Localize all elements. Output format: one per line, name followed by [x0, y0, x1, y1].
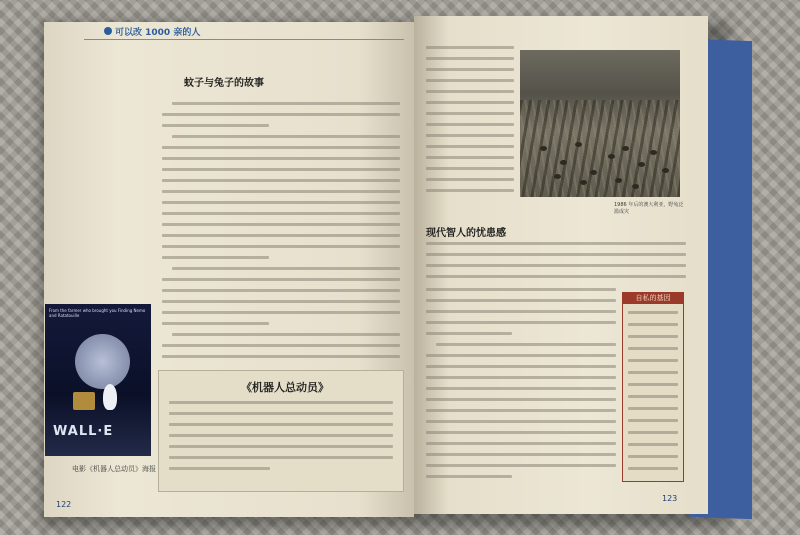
text-line: [162, 179, 400, 182]
text-line: [426, 275, 686, 278]
text-line: [172, 102, 400, 105]
text-line: [162, 278, 400, 281]
text-line: [426, 387, 616, 390]
text-line: [426, 123, 514, 126]
left-header: [104, 25, 200, 38]
text-line: [426, 253, 686, 256]
text-line: [426, 90, 514, 93]
robot-movie-box: [158, 370, 404, 492]
box-title: 《机器人总动员》: [241, 381, 329, 394]
text-line: [628, 443, 678, 446]
text-line: [628, 347, 678, 350]
text-line: [426, 398, 616, 401]
text-line: [169, 412, 393, 415]
text-line: [162, 168, 400, 171]
wall-e-poster: [45, 304, 151, 456]
moon-icon: [75, 334, 130, 389]
text-line: [628, 335, 678, 338]
text-line: [426, 431, 616, 434]
text-line: [426, 475, 512, 478]
text-line: [426, 365, 616, 368]
right-page-number: 123: [662, 494, 678, 503]
text-line: [426, 354, 616, 357]
left-section-title: 蚊子与兔子的故事: [184, 78, 264, 89]
text-line: [169, 456, 393, 459]
header-logo-icon: [104, 27, 112, 35]
text-line: [162, 124, 269, 127]
header-rule: [84, 39, 404, 40]
text-line: [628, 359, 678, 362]
text-line: [426, 264, 686, 267]
right-page: [414, 16, 708, 514]
text-line: [426, 178, 514, 181]
poster-caption: 电影《机器人总动员》海报: [72, 465, 156, 473]
text-line: [628, 371, 678, 374]
text-line: [162, 289, 400, 292]
rabbit-icon: [575, 142, 582, 147]
text-line: [628, 407, 678, 410]
text-line: [169, 445, 393, 448]
rabbit-icon: [662, 168, 669, 173]
right-section-title: 现代智人的忧患感: [426, 228, 506, 239]
text-line: [426, 409, 616, 412]
rabbit-icon: [615, 178, 622, 183]
text-line: [628, 323, 678, 326]
text-line: [426, 332, 512, 335]
text-line: [162, 355, 400, 358]
side-box-title: 自私的基因: [623, 293, 683, 304]
text-line: [426, 68, 514, 71]
text-line: [172, 267, 400, 270]
photo-caption: 1986 年后的澳大利亚，野兔泛滥成灾: [614, 202, 684, 215]
rabbit-icon: [554, 174, 561, 179]
text-line: [426, 376, 616, 379]
text-line: [628, 383, 678, 386]
left-page: [44, 22, 414, 517]
text-line: [162, 201, 400, 204]
text-line: [426, 112, 514, 115]
text-line: [162, 113, 400, 116]
text-line: [426, 299, 616, 302]
text-line: [162, 322, 269, 325]
text-line: [169, 401, 393, 404]
text-line: [426, 46, 514, 49]
side-box: [622, 292, 684, 482]
text-line: [426, 79, 514, 82]
text-line: [162, 190, 400, 193]
text-line: [426, 464, 616, 467]
text-line: [426, 134, 514, 137]
text-line: [426, 288, 616, 291]
text-line: [162, 157, 400, 160]
robot-icon: [73, 392, 95, 410]
text-line: [162, 223, 400, 226]
rabbit-icon: [632, 184, 639, 189]
text-line: [162, 300, 400, 303]
text-line: [162, 245, 400, 248]
rabbit-icon: [622, 146, 629, 151]
rabbit-icon: [590, 170, 597, 175]
text-line: [628, 455, 678, 458]
eve-robot-icon: [103, 384, 117, 410]
text-line: [162, 234, 400, 237]
text-line: [426, 101, 514, 104]
text-line: [162, 212, 400, 215]
text-line: [162, 311, 400, 314]
rabbit-photo: [520, 50, 680, 197]
left-header-text: 可以改 1000 亲的人: [115, 28, 201, 38]
text-line: [436, 343, 616, 346]
text-line: [426, 442, 616, 445]
text-line: [162, 256, 269, 259]
text-line: [628, 419, 678, 422]
rabbit-icon: [560, 160, 567, 165]
text-line: [628, 311, 678, 314]
poster-quote: From the farmer who brought you Finding Nemo and Ratatouille: [49, 308, 146, 318]
text-line: [172, 333, 400, 336]
rabbit-icon: [650, 150, 657, 155]
text-line: [172, 135, 400, 138]
text-line: [426, 321, 616, 324]
poster-title: WALL·E: [53, 424, 114, 439]
text-line: [426, 156, 514, 159]
rabbit-icon: [540, 146, 547, 151]
text-line: [426, 167, 514, 170]
text-line: [628, 431, 678, 434]
text-line: [426, 310, 616, 313]
text-line: [426, 453, 616, 456]
text-line: [628, 395, 678, 398]
text-line: [162, 344, 400, 347]
text-line: [162, 146, 400, 149]
text-line: [628, 467, 678, 470]
text-line: [426, 420, 616, 423]
rabbit-icon: [608, 154, 615, 159]
text-line: [169, 434, 393, 437]
text-line: [426, 145, 514, 148]
text-line: [169, 467, 270, 470]
rabbit-icon: [638, 162, 645, 167]
text-line: [426, 189, 514, 192]
text-line: [426, 57, 514, 60]
text-line: [426, 242, 686, 245]
rabbit-icon: [580, 180, 587, 185]
left-page-number: 122: [56, 500, 72, 509]
text-line: [169, 423, 393, 426]
